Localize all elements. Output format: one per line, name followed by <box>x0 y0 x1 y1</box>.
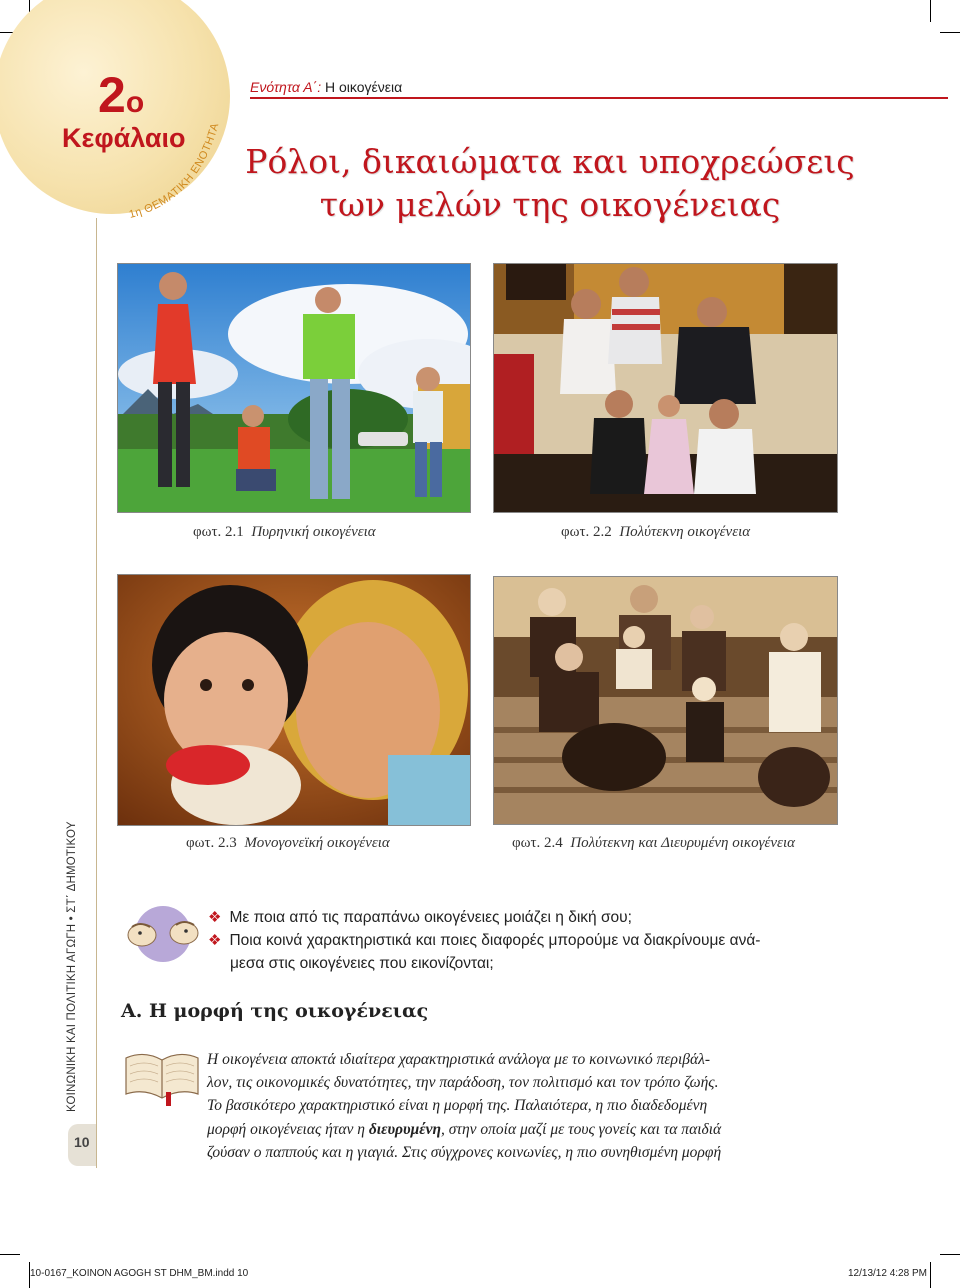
header-rule <box>250 97 948 99</box>
photo-large-family <box>493 263 838 513</box>
caption-photo-2 <box>561 524 750 541</box>
margin-rule <box>96 218 97 1168</box>
slug-filename: 10-0167_KOINON AGOGH ST DHM_BM.indd 10 <box>30 1268 249 1279</box>
crop-mark <box>940 32 960 33</box>
body-line: Η οικογένεια αποκτά ιδιαίτερα χαρακτηριστικά ανάλογα με το κοινωνικό περιβάλ- <box>207 1051 711 1068</box>
body-line: Το βασικότερο χαρακτηριστικό είναι η μορφή της. Παλαιότερα, η πιο διαδεδομένη <box>207 1097 708 1115</box>
photo-single-parent-family <box>117 574 471 826</box>
unit-label-arc <box>100 100 230 220</box>
photo-extended-family <box>493 576 838 825</box>
caption-text: Πολύτεκνη και Διευρυμένη οικογένεια <box>570 835 796 851</box>
chapter-word: Κεφάλαιο <box>62 123 186 153</box>
body-paragraph <box>207 1048 843 1164</box>
body-line: λον, τις οικονομικές δυνατότητες, την παράδοση, τον πολιτισμό και τον τρόπο ζωής. <box>207 1074 719 1092</box>
caption-label: φωτ. 2.2 <box>561 524 612 540</box>
page-title-line2: των μελών της οικογένειας <box>319 185 781 224</box>
page-title <box>230 140 870 226</box>
body-line: ζούσαν ο παππούς και η γιαγιά. Στις σύγχρονες κοινωνίες, η πιο συνηθισμένη μορφή <box>207 1143 722 1161</box>
caption-label: φωτ. 2.1 <box>193 524 244 540</box>
crop-mark <box>930 1262 931 1288</box>
caption-text: Πυρηνική οικογένεια <box>251 524 376 540</box>
question-1-text: Με ποια από τις παραπάνω οικογένειες μοιάζει η δική σου; <box>229 909 632 926</box>
photo-extended-family-image <box>494 577 837 824</box>
crop-mark <box>0 1254 20 1255</box>
caption-label: φωτ. 2.4 <box>512 835 563 851</box>
section-heading: Α. Η μορφή της οικογένειας <box>121 1000 429 1022</box>
bullet-icon: ❖ <box>208 909 222 926</box>
photo-nuclear-family <box>117 263 471 513</box>
running-side-label: ΚΟΙΝΩΝΙΚΗ ΚΑΙ ΠΟΛΙΤΙΚΗ ΑΓΩΓΗ • ΣΤ΄ ΔΗΜΟΤΙΚΟΥ <box>66 821 78 1112</box>
caption-photo-1 <box>193 524 376 541</box>
chapter-badge <box>0 0 232 232</box>
caption-text: Μονογονεϊκή οικογένεια <box>244 835 390 851</box>
section-label <box>250 79 402 95</box>
open-book-icon <box>122 1048 202 1108</box>
chapter-number: 2ο <box>98 67 145 123</box>
section-name: Η οικογένεια <box>325 79 403 95</box>
crop-mark <box>940 1254 960 1255</box>
unit-label: 1η ΘΕΜΑΤΙΚΗ ΕΝΟΤΗΤΑ <box>127 121 222 220</box>
photo-single-parent-family-image <box>118 575 470 825</box>
question-1 <box>208 907 632 929</box>
caption-text: Πολύτεκνη οικογένεια <box>619 524 751 540</box>
caption-photo-3 <box>186 835 390 852</box>
svg-text:1η ΘΕΜΑΤΙΚΗ ΕΝΟΤΗΤΑ <box>128 121 222 220</box>
emphasis-term: διευρυμένη <box>368 1120 441 1138</box>
question-2-continued <box>230 953 494 975</box>
crop-mark <box>930 0 931 22</box>
photo-large-family-image <box>494 264 837 512</box>
photo-nuclear-family-image <box>118 264 470 512</box>
question-2 <box>208 930 760 952</box>
slug-datetime: 12/13/12 4:28 PM <box>848 1268 927 1279</box>
caption-label: φωτ. 2.3 <box>186 835 237 851</box>
chapter-number-suffix: ο <box>125 86 145 119</box>
discussion-icon <box>120 903 206 965</box>
bullet-icon: ❖ <box>208 932 222 949</box>
question-2-text-line1: Ποια κοινά χαρακτηριστικά και ποιες διαφορές μπορούμε να διακρίνουμε ανά- <box>229 932 761 949</box>
caption-photo-4 <box>512 835 795 852</box>
page-title-line1: Ρόλοι, δικαιώματα και υποχρεώσεις <box>245 142 855 181</box>
body-line: μορφή οικογένειας ήταν η διευρυμένη, στην οποία μαζί με τους γονείς και τα παιδιά <box>207 1120 722 1138</box>
section-prefix: Ενότητα Α΄: <box>250 79 322 95</box>
question-2-text-line2: μεσα στις οικογένειες που εικονίζονται; <box>230 955 494 972</box>
page-number: 10 <box>74 1134 90 1150</box>
